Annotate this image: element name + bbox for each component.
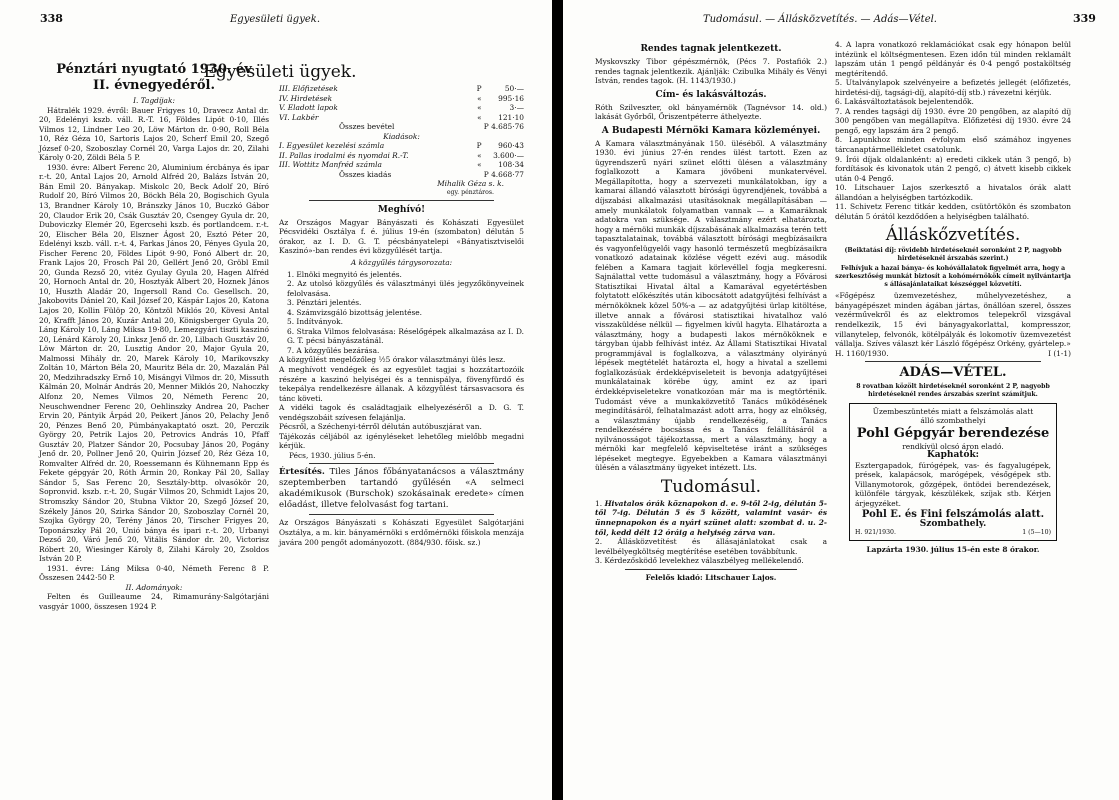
item-number: 11. [835, 202, 847, 212]
item-number: 6. [835, 97, 843, 107]
adasvetel-note: 8 rovatban közölt hirdetéseknél soronként 2 P, nagyobb hirdetéseknél rendes árszabás szerint számítjuk. [856, 383, 1050, 398]
ledger-label: III. Wottitz Manfréd számla [279, 160, 382, 170]
pohl-advertisement [849, 403, 1057, 541]
agenda-item: 6. Straka Vilmos felolvasása: Réselőgépek alkalmazása az I. D. G. T. pécsi bányászatánál. [287, 326, 524, 346]
running-head: Tudomásul. — Állásközvetítés. — Adás—Vétel. [703, 14, 937, 25]
agenda-item: 5. Indítványok. [287, 317, 343, 327]
divider [309, 200, 494, 201]
ledger-amount [477, 103, 524, 113]
dues-paragraph: 1930. évre: Albert Ferenc 20, Aluminium ércbánya és ipar r.-t. 20, Antal Lajos 20, Arnold Alfréd 20, Balázs István 20, Bán Emil 20. Bányakap. Miskolc 20, Beck Adolf 20, Bíró Rudolf 20, Bíró Vilmos 20, Böckh Béla 20, Bogischich Gyula 13, Brandner Károly 10, Bránszky János 10, Buczkó Gábor 20, Claudor Erik 20, Csák Gusztáv 20, Csengey Gyula dr. 20, Duboviczky Elemér 20, Egercsehi kszb. és portlandcem. r.-t. 20, Elischer Béla 20, Elszner Ágost 20, Esztó Péter 20, Edelényi kszb. váll. r.-t. 4, Farkas János 20, Fényes Gyula 20, Fischer Ferenc 20, Földes Lipót 9·90, Fonó Albert dr. 20, Frank Lajos 20, Frosch Pál 20, Gellért Jenő 20, Gröbl Emil 20, Gunda Rezső 20, vitéz Gyulay Gyula 20, Hagen Alfréd 20, Hornoch Antal dr. 20, Hosztyák Albert 20, Hoznek János 10, Huszth Aladár 20, Ingersoll Rand Co. Gesellsch. 20, Jakobovits Dániel 20, Kail József 20, Káspár Lajos 20, Katona Lajos 20, Kollin Fülöp 20, Köntzöl Miklós 20, Kövesi Antal 20, Krafft János 20, Kuzár Antal 20, Königsberger Gyula 20, Láng Károly 10, Láng Miksa 19·80, Lemezgyári tiszti kaszinó 20, Lénárd Károly 20, Linksz Jenő dr. 20, Lilbach Gusztáv 20, Löw Márton dr. 20, Lusztig Andor 20, Major Gyula 20, Malmossi Mihály dr. 20, Marek Károly 10, Marikovszky Zoltán 10, Márton Béla 20, Mauritz Béla dr. 20, Mazalán Pál 20, Medzihradszky Ernő 10, Misángyi Vilmos dr. 20, Missuth Kálmán 20, Molnár András 20, Menner Miklós 20, Nahoczky Alfonz 20, Nemes Vilmos 20, Németh Ferenc 20, Neuschwendner Ferenc 20, Oehlinszky Andrea 20, Pacher Ervin 20, Pántyik Árpád 20, Peikert János 20, Pelachy Jenő 20, Pénzes Benő 20, Pümbányakaptató oszt. 20, Perczik György 20, Petrik Lajos 20, Petrovics András 10, Pfaff Gusztáv 20, Platzer Sándor 20, Pocsubay János 20, Pogány Jenő dr. 20, Pollner Jenő 20, Quirin József 20, Réz Géza 10, Romvalter Alfréd dr. 20, Roessemann és Kühnemann Epp és Fekete gépgyár 20, Róth Ármin 20, Ronkay Pál 20, Sallay Sándor 5, Sas Ferenc 20, Sesztály-bttp. olvasókör 20, Sopronvid. kszb. r.-t. 20, Sugár Vilmos 20, Schmidt Lajos 20, Stromszky Sándor 20, Stubna Viktor 20, Szegő József 20, Székely János 20, Szirka Sándor 20, Szoboszlay Cornél 20, Szojka György 20, Terény János 20, Tirscher Frigyes 20, Toponárszky Pál 20, Unió bánya és ipari r.-t. 20, Urbanyi Dezső 20, Váró Jenő 20, Vitális Sándor dr. 20, Victorisz Róbert 20, Wiesinger Károly 8, Zilahi Károly 20, Zsoldos István 20 P. [39, 162, 269, 564]
rendes-text: Myskovszky Tibor gépészmérnök, (Pécs 7. Postafiók 2.) rendes tagnak jelentkezik. Ajánlják: Czibulka Mihály és Vényi István, rendes tagok. (H. 1143/1930.) [595, 57, 827, 86]
notice-item [835, 202, 1071, 221]
ledger-currency: P [476, 141, 482, 151]
ledger-amount [477, 141, 524, 151]
dues-paragraph: 1931. évre: Láng Miksa 0·40, Németh Ferenc 8 P. Összesen 2442·50 P. [39, 563, 269, 583]
item-number: 9. [835, 154, 843, 164]
meghivo-p2: A meghívott vendégek és az egyesület tagjai s hozzátartozóik részére a kaszinó helyiségei és a tennispálya, fövenyfürdő és tekepálya rendelkezésre állanak. A közgyűlést társasvacsora és tánc követi. [279, 365, 524, 403]
item-text: A rendes tagsági díj 1930. évre 20 pengőben, az alapító díj 300 pengőben van megállapítva. Előfizetési díj 1930. évre 24 pengő, egy lapszám ára 2 pengő. [835, 106, 1071, 135]
publisher-line: Felelős kiadó: Litschauer Lajos. [645, 572, 777, 582]
main-title: Egyesületi ügyek. [203, 62, 357, 82]
item-number: 8. [835, 135, 843, 145]
divider [625, 569, 797, 570]
ledger-row [279, 84, 524, 94]
item-number: 7. [835, 106, 843, 116]
left-column-1 [39, 60, 269, 612]
report-title: Pénztári nyugtató 1930. év [56, 62, 252, 77]
meghivo-p1: A közgyűlést megelőzőleg ½5 órakor választmányi ülés lesz. [279, 355, 506, 365]
ledger-currency: P [476, 84, 482, 93]
ledger-value: 3.600·— [493, 150, 524, 160]
ledger-value: 3·— [509, 103, 524, 113]
ledger-row [279, 151, 524, 161]
meghivo-p5: Tájékozás céljából az igényléseket lehetőleg mielőbb megadni kérjük. [279, 431, 524, 451]
page-number: 339 [1073, 12, 1096, 25]
right-column-2 [835, 40, 1071, 555]
meghivo-intro: Az Országos Magyar Bányászati és Kohászati Egyesület Pécsvidéki Osztálya f. é. július 19-én (szombaton) délután 5 órakor, az I. D. G. T. pécsbányatelepi «Bányatisztviselői Kaszinó»-ban rendes évi közgyűlését tartja. [279, 217, 524, 256]
ledger-currency: « [477, 103, 482, 113]
item-number: 1. [595, 498, 603, 508]
agenda-item: 3. Pénztári jelentés. [287, 298, 362, 308]
tudomasul-list [595, 499, 827, 566]
ad-kaphatok: Kaphatók: [926, 450, 980, 461]
dues-subheading: II. Adományok: [125, 582, 183, 592]
meghivo-date: Pécs, 1930. július 5-én. [289, 450, 376, 460]
cim-text: Róth Szilveszter, okl bányamérnök (Tagnévsor 14. old.) lakását Győrből, Őriszentpéterre áthelyezte. [595, 102, 827, 122]
left-page [0, 0, 556, 800]
allas-title: Álláskőzvetítés. [885, 225, 1021, 246]
item-text: Írói díjak oldalanként: a) eredeti cikkek után 3 pengő, b) fordítások és kivonatok után 2 pengő, c) átvett kisebb cikkek után 0·4 Pengő. [835, 154, 1071, 183]
ledger-currency: « [477, 93, 482, 103]
ledger-row [279, 160, 524, 170]
left-column-2 [279, 84, 524, 547]
ledger-label: IV. Hirdetések [279, 93, 333, 103]
ledger-amount [477, 113, 524, 123]
signature: Mihalik Géza s. k. [437, 179, 504, 189]
ledger-label: II. Pallas irodalmi és nyomdai R.-T. [279, 150, 409, 160]
dues-paragraph: Hátralék 1929. évről: Bauer Frigyes 10, Dravecz Antal dr. 20, Edelényi kszb. váll. R.-T. 16, Földes Lipót 0·10, Illés Vilmos 12, Lindner Leo 20, Löw Márton dr. 0·90, Roll Béla 10, Réz Géza 10, Sartoris Lajos 20, Scherf Emil 20, Szegő József 0·20, Szoboszlay Cornél 20, Varga Lajos dr. 20, Zilahi Károly 0·20, Zöldi Béla 5 P. [39, 105, 269, 163]
item-text: Litschauer Lajos szerkesztő a hivatalos órák alatt állandóan a helyiségben tartózkodik. [835, 183, 1072, 202]
agenda-item: 1. Elnöki megnyitó és jelentés. [287, 269, 402, 279]
item-text: A lapra vonatkozó reklamációkat csak egy hónapon belül intézünk el költségmentesen. Ezen időn túl minden reklamált lapszám után 1 pengő példányár és 0·4 pengő postaköltség megtérítendő. [835, 40, 1071, 78]
running-head: Egyesületi ügyek. [230, 14, 320, 25]
item-number: 10. [835, 183, 847, 193]
item-text: Hivatalos órák köznapokon d. e. 9-től 2-ig, délután 5-től 7-ig. Délután 5 és 5 között, valamint vasár- és ünnepnapokon és a nyári szünet alatt: szombat d. u. 2-től, kedd délt 12 óráig a helyiség zárva van. [595, 498, 827, 537]
ad-ref: H. 921/1930. 1 (5—10) [855, 529, 1051, 537]
rendes-title: Rendes tagnak jelentkezett. [640, 44, 782, 54]
agenda-heading: A közgyűlés tárgysorozata: [350, 258, 453, 267]
ledger-label: VI. Lakbér [279, 112, 319, 122]
ledger-row [279, 141, 524, 151]
page-number: 338 [40, 12, 63, 25]
ad-city: Szombathely. [919, 518, 987, 529]
lapzarta: Lapzárta 1930. július 15-én este 8 órakor. [866, 545, 1040, 555]
allas-note-1: (Beiktatási díj: rövidebb hirdetéseknél soronként 2 P, nagyobb hirdetéseknél árszabás szerint.) [844, 247, 1062, 263]
kamara-title: A Budapesti Mérnöki Kamara közleményei. [601, 125, 821, 136]
notice-item [835, 78, 1071, 97]
signature-role: egy. pénztáros. [446, 189, 494, 197]
item-text: Lakásváltoztatások bejelentendők. [844, 97, 974, 107]
expense-total: Összes kiadás P 4.668·77 [339, 169, 524, 179]
item-number: 2. [595, 537, 603, 547]
ledger-value: 50·— [504, 84, 524, 93]
item-text: Utalványlapok szelvényeire a befizetés jellegét (előfizetés, hirdetési-díj, tagsági-díj, alapító-díj stb.) rávezetni kérjük. [835, 78, 1071, 97]
fogepesz-ad: «Főgépész üzemvezetéshez, műhelyvezetéshez, a bányagépészet minden ágában jártas, önállóan szerel, összes vezérművekről és az elektromos telepekről vizsgával rendelkezik, 15 évi bányagyakorlattal, kompresszor, villanytelep, felvonók, kötélpályák és lokomotív üzemvezetést vállalja. Szíves választ kér László főgépész Orkény, gyártelep.» [835, 291, 1071, 349]
item-text: Schivetz Ferenc titkár kedden, csütörtökön és szombaton délután 5 órától kezdődően a helyiségben található. [835, 202, 1071, 221]
right-column-1 [595, 40, 827, 582]
divider [865, 361, 1041, 362]
ad-firm: Pohl Gépgyár berendezése [856, 425, 1050, 441]
ad-line-3: rendkívül olcsó áron eladó. [902, 441, 1004, 451]
ledger-currency: « [477, 112, 482, 122]
item-text: Kérdezősködő levelekhez válaszbélyeg mellékelendő. [604, 556, 804, 566]
ledger-currency: « [477, 150, 482, 160]
agenda-item: 2. Az utolsó közgyűlés és választmányi ülés jegyzőkönyveinek felolvasása. [287, 279, 524, 298]
tudomasul-item [595, 556, 827, 566]
allas-note-2: Felhívjuk a hazai bánya- és kohóvállalatok figyelmét arra, hogy a szerkesztőség munkát biztosít a kohómérnökök címeit nyilvántartja s állásajánlataikat készséggel közvetíti. [835, 264, 1071, 288]
notice-item [835, 97, 1071, 107]
agenda-item: 4. Számvizsgáló bizottság jelentése. [287, 307, 422, 317]
ertesites: Értesítés. Tiles János főbányatanácsos a választmány szeptemberben tartandó gyűlésén «A selmeci akadémikusok (Burschok) szokásainak eredete» címen előadást, illetve felolvasást fog tartani. [279, 467, 525, 511]
ledger-label: V. Eladott lapok [279, 103, 338, 113]
notice-list [835, 40, 1071, 221]
ad-firm-2: Pohl E. és Fini felszámolás alatt. [861, 509, 1045, 521]
kamara-text: A Kamara választmányának 150. üléséből. A választmány 1930. évi június 27-én rendes ülést tartott. Ezen az ügyrendszerű nyári szünet előtti ülésen a választmány foglalkozott a Kamara jövőbeni munkatervével. Megállapította, hogy a szervezeti munkálatokban, így a kamarai állandó választott bírósági ügyrendjének, továbbá a díjszabási alkalmazási utasításoknak megállapításában — amely munkálatok folyamatban vannak — a Kamaráknak adatokra van szüksége. A választmány ezért elhatározta, hogy a mérnöki munkák díjszabásának alkalmazása terén tett tapasztalatainak, továbbá választott bírósági megbízásaikra és vagyonfelügyelői vagy hasonló természetű megbízásaikra vonatkozó adatainak közlése végett ezévi aug. második felében a Kamara tagjait körlevéllel fogja megkeresni. Sajnálattal vette tudomásul a választmány, hogy a Fővárosi Statisztikai Hivatal által a Kamarával egyetértésben folytatott előkészítés után kibocsátott adatgyűjtési felhívást a mérnököknek közel 50%-a — az adatgyűjtési ürlap kitöltése, illetve annak a fővárosi statisztikai hivatalhoz való visszaküldése nélkül — figyelmen kívül hagyta. Elhatározta a választmány, hogy a budapesti lakos mérnököknek e tárgyban újabb felhívást intéz. Az Állami Statisztikai Hivatal programmjával is foglalkozva, a választmány olyirányú lépések megtételét határozta el, hogy a hivatal a szellemi foglalkozásúak érdekképviseleteit is bevonja adatgyűjtései munkálatainak körébe úgy, amint ez az ipari érdekképviseletekre vonatkozóan már ma is megtörténik. Tudomást véve a munkaközvetítő Tanács működésének megindításáról, felhatalmazást adott arra, hogy az elnökség, a választmány újabb rendelkezéséig, a Tanács rendelkezésére bocsássa és a Tanács felállításáról a nyilvánosságot tájékoztassa, mert a választmány, hogy a mérnöki kar megfelelő képviseltetése iránt a szükséges lépéseket megtegye. Egyebekben a Kamara választmányi ülésén a választmány ügyeket intézett. Lts. [595, 138, 827, 473]
item-text: Állásközvetítést és állásajánlatokat csak a levélbélyegköltség megtérítése esetében továbbítunk. [595, 537, 827, 556]
ad-items: Esztergapadok, fúrógépek, vas- és fagyalugépek, prések, kalapácsok, marógépek, vésőgépek stb. Villanymotorok, gőzgépek, öntödei berendezések, különféle tárgyak, készülékek, szíjak stb. Kérjen árjegyzéket. [855, 460, 1051, 508]
ad-line-2: álló szombathelyi [920, 416, 986, 426]
ledger-row [279, 113, 524, 123]
agenda-item: 7. A közgyűlés bezárása. [287, 345, 380, 355]
tudomasul-item [595, 499, 827, 537]
dues-list [39, 96, 269, 612]
meghivo-p3: A vidéki tagok és családtagjaik elhelyezéséről a D. G. T. vendégszobáit szívesen felajánlja. [279, 403, 524, 422]
ledger-value: 960·43 [498, 141, 524, 151]
notice-item [835, 135, 1071, 154]
ledger-row [279, 94, 524, 104]
ad-line-1: Üzembeszüntetés miatt a felszámolás alatt [872, 406, 1034, 416]
ledger-amount [477, 84, 524, 94]
adasvetel-title: ADÁS—VÉTEL. [899, 365, 1007, 381]
divider [309, 463, 494, 464]
agenda-list [279, 270, 524, 356]
ledger-label: III. Előfizetések [279, 84, 338, 93]
item-number: 5. [835, 78, 843, 88]
notice-item [835, 183, 1071, 202]
notice-item [835, 155, 1071, 184]
item-number: 3. [595, 556, 603, 566]
ledger-value: 108·34 [498, 160, 524, 170]
ledger-income [279, 84, 524, 122]
ledger-currency: « [477, 160, 482, 170]
ledger-row [279, 103, 524, 113]
tudomasul-item [595, 537, 827, 556]
fogepesz-ref: H. 1160/1930. I (1-1) [835, 348, 1071, 358]
notice-item [835, 40, 1071, 78]
dues-paragraph: Felten és Guilleaume 24, Rimamurány-Salgótarjáni vasgyár 1000, összesen 1924 P. [39, 592, 269, 611]
donation-note: Az Országos Bányászati s Kohászati Egyesület Salgótarjáni Osztálya, a m. kir. bányamérnöki s erdőmérnöki főiskola menzája javára 200 pengőt adományozott. (884/930. főisk. sz.) [279, 518, 524, 547]
ledger-label: I. Egyesület kezelési számla [279, 141, 385, 151]
cim-title: Cím- és lakásváltozás. [655, 89, 767, 100]
ledger-amount [477, 151, 524, 161]
item-text: Lapunkhoz minden évfolyam első számához ingyenes tárcanaptármellékletet csatolunk. [835, 135, 1071, 155]
income-total: Összes bevétel P 4.685·76 [339, 122, 524, 132]
ledger-value: 995·16 [498, 93, 524, 103]
notice-item [835, 107, 1071, 136]
meghivo-title: Meghívó! [377, 204, 426, 215]
report-subtitle: II. évnegyedéről. [92, 78, 216, 93]
expenses-heading: Kiadások: [383, 131, 420, 141]
ledger-expense [279, 141, 524, 170]
ledger-amount [477, 94, 524, 104]
meghivo-p4: Pécsről, a Széchenyi-térről délután autóbuszjárat van. [279, 422, 482, 432]
ledger-amount [477, 160, 524, 170]
divider [309, 514, 494, 515]
item-number: 4. [835, 40, 843, 49]
dues-subheading: I. Tagdíjak: [133, 96, 175, 105]
tudomasul-title: Tudomásul. [660, 476, 762, 497]
right-page [563, 0, 1119, 800]
ledger-value: 121·10 [498, 112, 524, 122]
